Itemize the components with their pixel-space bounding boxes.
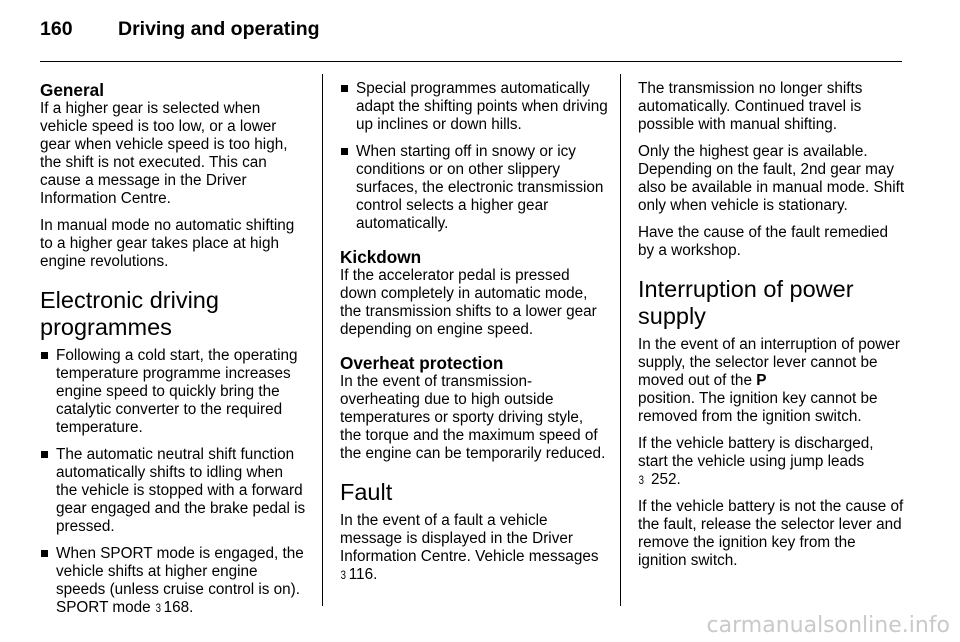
section-heading-electronic-driving-programmes: Electronic driving programmes [40, 287, 219, 340]
column-divider [322, 74, 323, 606]
kickdown-heading: Kickdown [340, 247, 422, 267]
paragraph: If the vehicle battery is not the cause of the fault, release the selector lever and remove the ignition key from the ignition switch. [638, 498, 904, 569]
column-2 [340, 80, 608, 593]
section-heading-fault: Fault [340, 479, 393, 505]
list-item [40, 347, 308, 437]
paragraph-text: If the vehicle battery is discharged, start the vehicle using jump leads [638, 435, 874, 470]
paragraph [638, 435, 906, 489]
paragraph-text: In the event of an interruption of power supply, the selector lever cannot be moved out of the [638, 336, 900, 389]
page-reference-link[interactable]: 116. [348, 566, 378, 583]
paragraph: Only the highest gear is available. Depending on the fault, 2nd gear may also be available in manual mode. Shift only when vehicle is stationary. [638, 143, 905, 214]
list-item-text: When starting off in snowy or icy conditions or on other slippery surfaces, the electronic transmission control selects a higher gear automatically. [356, 143, 604, 232]
page-reference-link[interactable]: 168. [163, 599, 194, 616]
list-item-text: Special programmes automatically adapt the shifting points when driving up inclines or down hills. [356, 80, 608, 133]
list-item [340, 80, 608, 134]
bullet-list [340, 80, 608, 233]
list-item [40, 545, 308, 617]
column-divider [620, 74, 621, 606]
page-number: 160 [40, 18, 73, 40]
list-item-text: When SPORT mode is engaged, the vehicle shifts at higher engine speeds (unless cruise control is on). SPORT mode [56, 545, 304, 616]
column-3 [638, 80, 906, 579]
paragraph: If a higher gear is selected when vehicle speed is too low, or a lower gear when vehicle speed is too high, the shift is not executed. This can cause a message in the Driver Information Centre. [40, 100, 288, 207]
bullet-icon [341, 148, 348, 155]
page-reference-icon: 3 [155, 601, 161, 615]
list-item [340, 143, 608, 233]
list-item [40, 446, 308, 536]
page-reference-icon: 3 [638, 473, 645, 487]
list-item-text: Following a cold start, the operating temperature programme increases engine speed to quickly bring the catalytic converter to the required temperature. [56, 347, 298, 436]
page-reference-icon: 3 [340, 568, 347, 582]
page-reference-link[interactable]: 252. [650, 471, 681, 488]
column-1 [40, 80, 308, 626]
paragraph: If the accelerator pedal is pressed down completely in automatic mode, the transmission shifts to a lower gear depending on engine speed. [340, 267, 597, 338]
section-heading-interruption-of-power-supply: Interruption of power supply [638, 276, 854, 329]
header-rule [40, 61, 902, 62]
paragraph-text: In the event of a fault a vehicle message is displayed in the Driver Information Centre. Vehicle messages [340, 512, 599, 565]
paragraph-text: position. The ignition key cannot be removed from the ignition switch. [638, 390, 878, 425]
watermark: carmanualsonline.info [706, 613, 950, 638]
paragraph: In the event of transmission-overheating due to high outside temperatures or sporty driving style, the torque and the maximum speed of the engine can be temporarily reduced. [340, 373, 606, 462]
paragraph [638, 336, 906, 426]
paragraph: The transmission no longer shifts automatically. Continued travel is possible with manual shifting. [638, 80, 863, 133]
chapter-title: Driving and operating [118, 18, 320, 40]
bullet-icon [41, 451, 48, 458]
selector-position-p: P [756, 372, 767, 389]
bullet-icon [41, 352, 48, 359]
general-heading: General [40, 80, 105, 100]
bullet-icon [341, 85, 348, 92]
paragraph [340, 512, 608, 584]
paragraph: In manual mode no automatic shifting to a higher gear takes place at high engine revolutions. [40, 217, 295, 270]
bullet-list [40, 347, 308, 617]
list-item-text: The automatic neutral shift function automatically shifts to idling when the vehicle is stopped with a forward gear engaged and the brake pedal is pressed. [56, 446, 306, 535]
overheat-protection-heading: Overheat protection [340, 353, 504, 373]
paragraph: Have the cause of the fault remedied by a workshop. [638, 224, 889, 259]
bullet-icon [41, 550, 48, 557]
